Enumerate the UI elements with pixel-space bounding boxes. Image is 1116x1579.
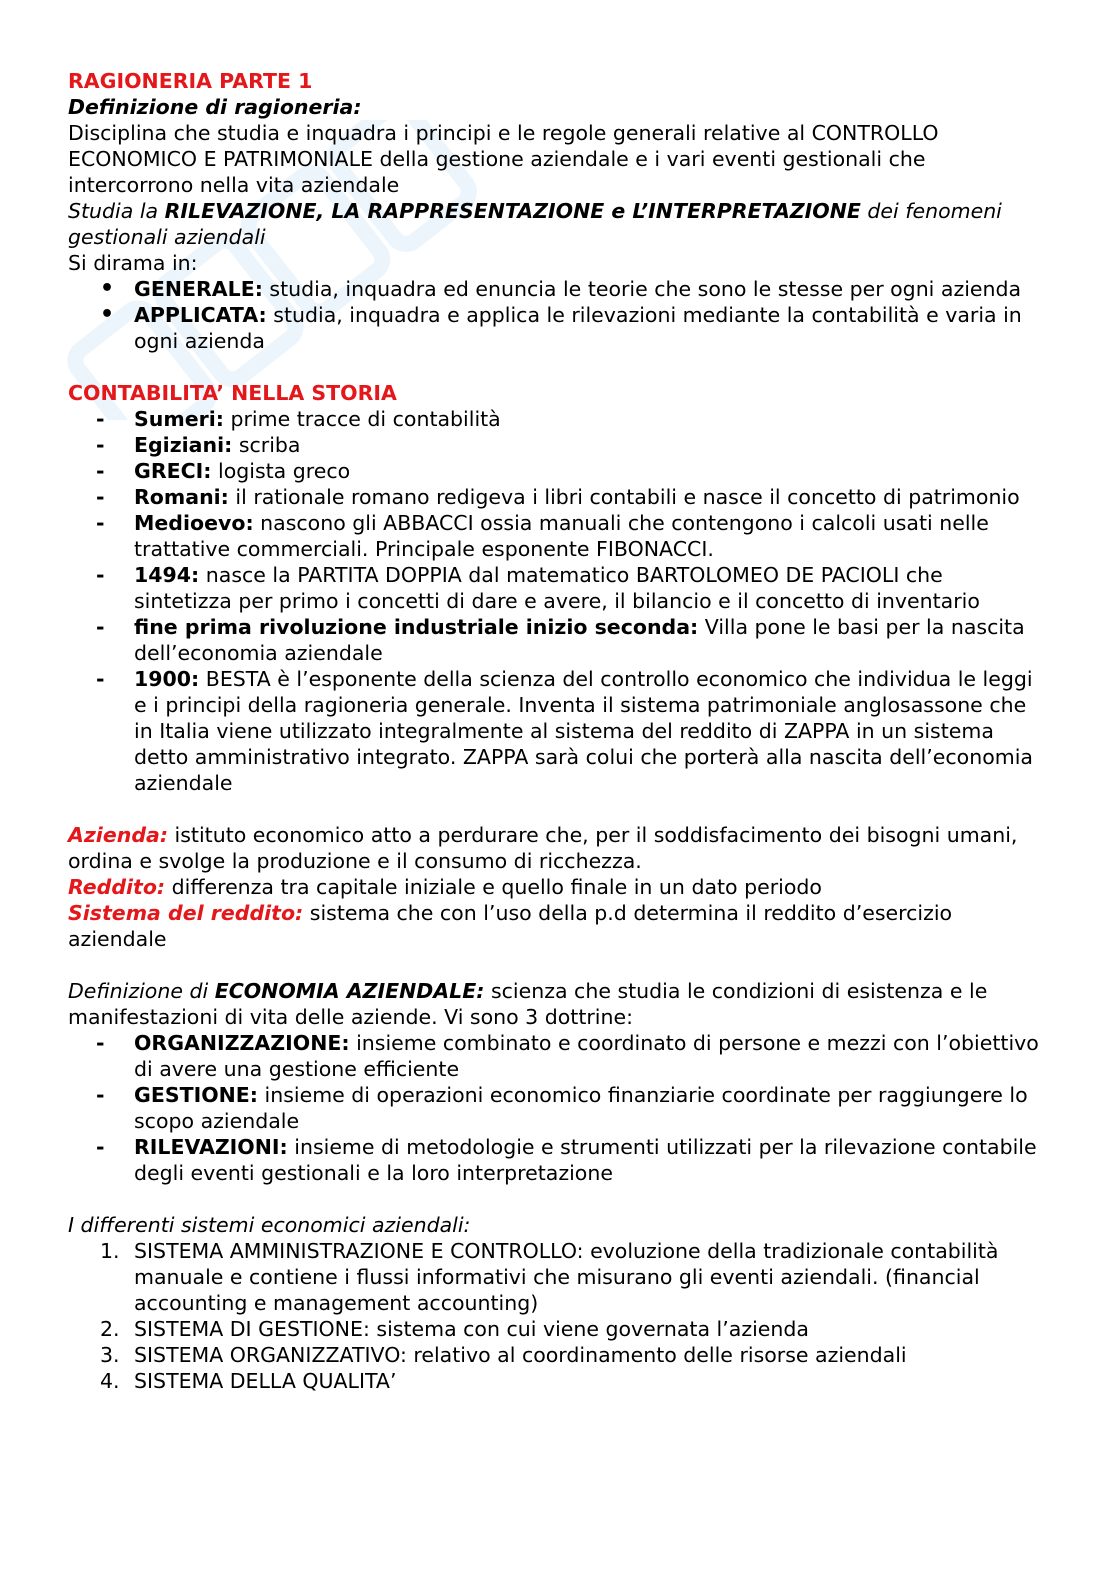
branches-list [68,276,1043,354]
list-item: - RILEVAZIONI: insieme di metodologie e strumenti utilizzati per la rilevazione contabile degli eventi gestionali e la loro interpretazione [96,1135,1037,1185]
section-title-ragioneria: RAGIONERIA PARTE 1 [68,69,313,93]
dash-icon: - [96,615,105,639]
bullet-icon: • [100,302,115,327]
dash-icon: - [96,563,105,587]
list-item: • APPLICATA: studia, inquadra e applica le rilevazioni mediante la contabilità e varia in ogni azienda [100,302,1022,353]
list-item: • GENERALE: studia, inquadra ed enuncia le teorie che sono le stesse per ogni azienda [100,276,1022,301]
dash-icon: - [96,485,105,509]
list-item: 4. SISTEMA DELLA QUALITA’ [100,1369,397,1393]
bullet-icon: • [100,276,115,301]
dash-icon: - [96,407,105,431]
list-item: - Romani: il rationale romano redigeva i libri contabili e nasce il concetto di patrimonio [96,485,1020,509]
dash-icon: - [96,511,105,535]
dash-icon: - [96,459,105,483]
definition-sistema-reddito: Sistema del reddito: sistema che con l’uso della p.d determina il reddito d’esercizio aziendale [68,901,953,951]
systems-list [68,1238,1043,1394]
document-content [68,68,1043,1394]
definition-reddito: Reddito: differenza tra capitale iniziale e quello finale in un dato periodo [68,875,822,899]
dirama-text: Si dirama in: [68,251,198,275]
definition-heading: Definizione di ragioneria: [68,95,362,119]
list-item: - fine prima rivoluzione industriale inizio seconda: Villa pone le basi per la nascita dell’economia aziendale [96,615,1025,665]
list-item: - Medioevo: nascono gli ABBACCI ossia manuali che contengono i calcoli usati nelle trattative commerciali. Principale esponente FIBONACCI. [96,511,989,561]
list-item: - Sumeri: prime tracce di contabilità [96,407,501,431]
sistemi-heading: I differenti sistemi economici aziendali: [68,1213,471,1237]
dash-icon: - [96,667,105,691]
dash-icon: - [96,1031,105,1055]
list-item: 2. SISTEMA DI GESTIONE: sistema con cui viene governata l’azienda [100,1317,809,1341]
definition-text: Disciplina che studia e inquadra i principi e le regole generali relative al CONTROLLO ECONOMICO E PATRIMONIALE della gestione aziendale e i vari eventi gestionali che intercorrono nella vita aziendale [68,121,939,197]
list-item: - ORGANIZZAZIONE: insieme combinato e coordinato di persone e mezzi con l’obiettivo di avere una gestione efficiente [96,1031,1039,1081]
dash-icon: - [96,1083,105,1107]
history-list [68,406,1043,796]
dash-icon: - [96,433,105,457]
dash-icon: - [96,1135,105,1159]
definition-azienda: Azienda: istituto economico atto a perdurare che, per il soddisfacimento dei bisogni umani, ordina e svolge la produzione e il consumo di ricchezza. [68,823,1018,873]
section-title-storia: CONTABILITA’ NELLA STORIA [68,381,397,405]
list-item: - 1900: BESTA è l’esponente della scienza del controllo economico che individua le leggi e i principi della ragioneria generale. Inventa il sistema patrimoniale anglosassone che in Italia viene utilizzato integralmente al sistema del reddito di ZAPPA in un sistema detto amministrativo integrato. ZAPPA sarà colui che porterà alla nascita dell’economia aziendale [96,667,1033,795]
list-item: - 1494: nasce la PARTITA DOPPIA dal matematico BARTOLOMEO DE PACIOLI che sintetizza per primo i concetti di dare e avere, il bilancio e il concetto di inventario [96,563,980,613]
list-item: 1. SISTEMA AMMINISTRAZIONE E CONTROLLO: evoluzione della tradizionale contabilità manuale e contiene i flussi informativi che misurano gli eventi aziendali. (financial accounting e management accounting) [100,1239,999,1315]
list-item: - Egiziani: scriba [96,433,301,457]
studia-paragraph: Studia la RILEVAZIONE, LA RAPPRESENTAZIONE e L’INTERPRETAZIONE dei fenomeni gestionali aziendali [68,199,1002,249]
doctrines-list [68,1030,1043,1186]
list-item: - GRECI: logista greco [96,459,351,483]
list-item: - GESTIONE: insieme di operazioni economico finanziarie coordinate per raggiungere lo scopo aziendale [96,1083,1028,1133]
economia-paragraph: Definizione di ECONOMIA AZIENDALE: scienza che studia le condizioni di esistenza e le manifestazioni di vita delle aziende. Vi sono 3 dottrine: [68,979,988,1029]
list-item: 3. SISTEMA ORGANIZZATIVO: relativo al coordinamento delle risorse aziendali [100,1343,907,1367]
